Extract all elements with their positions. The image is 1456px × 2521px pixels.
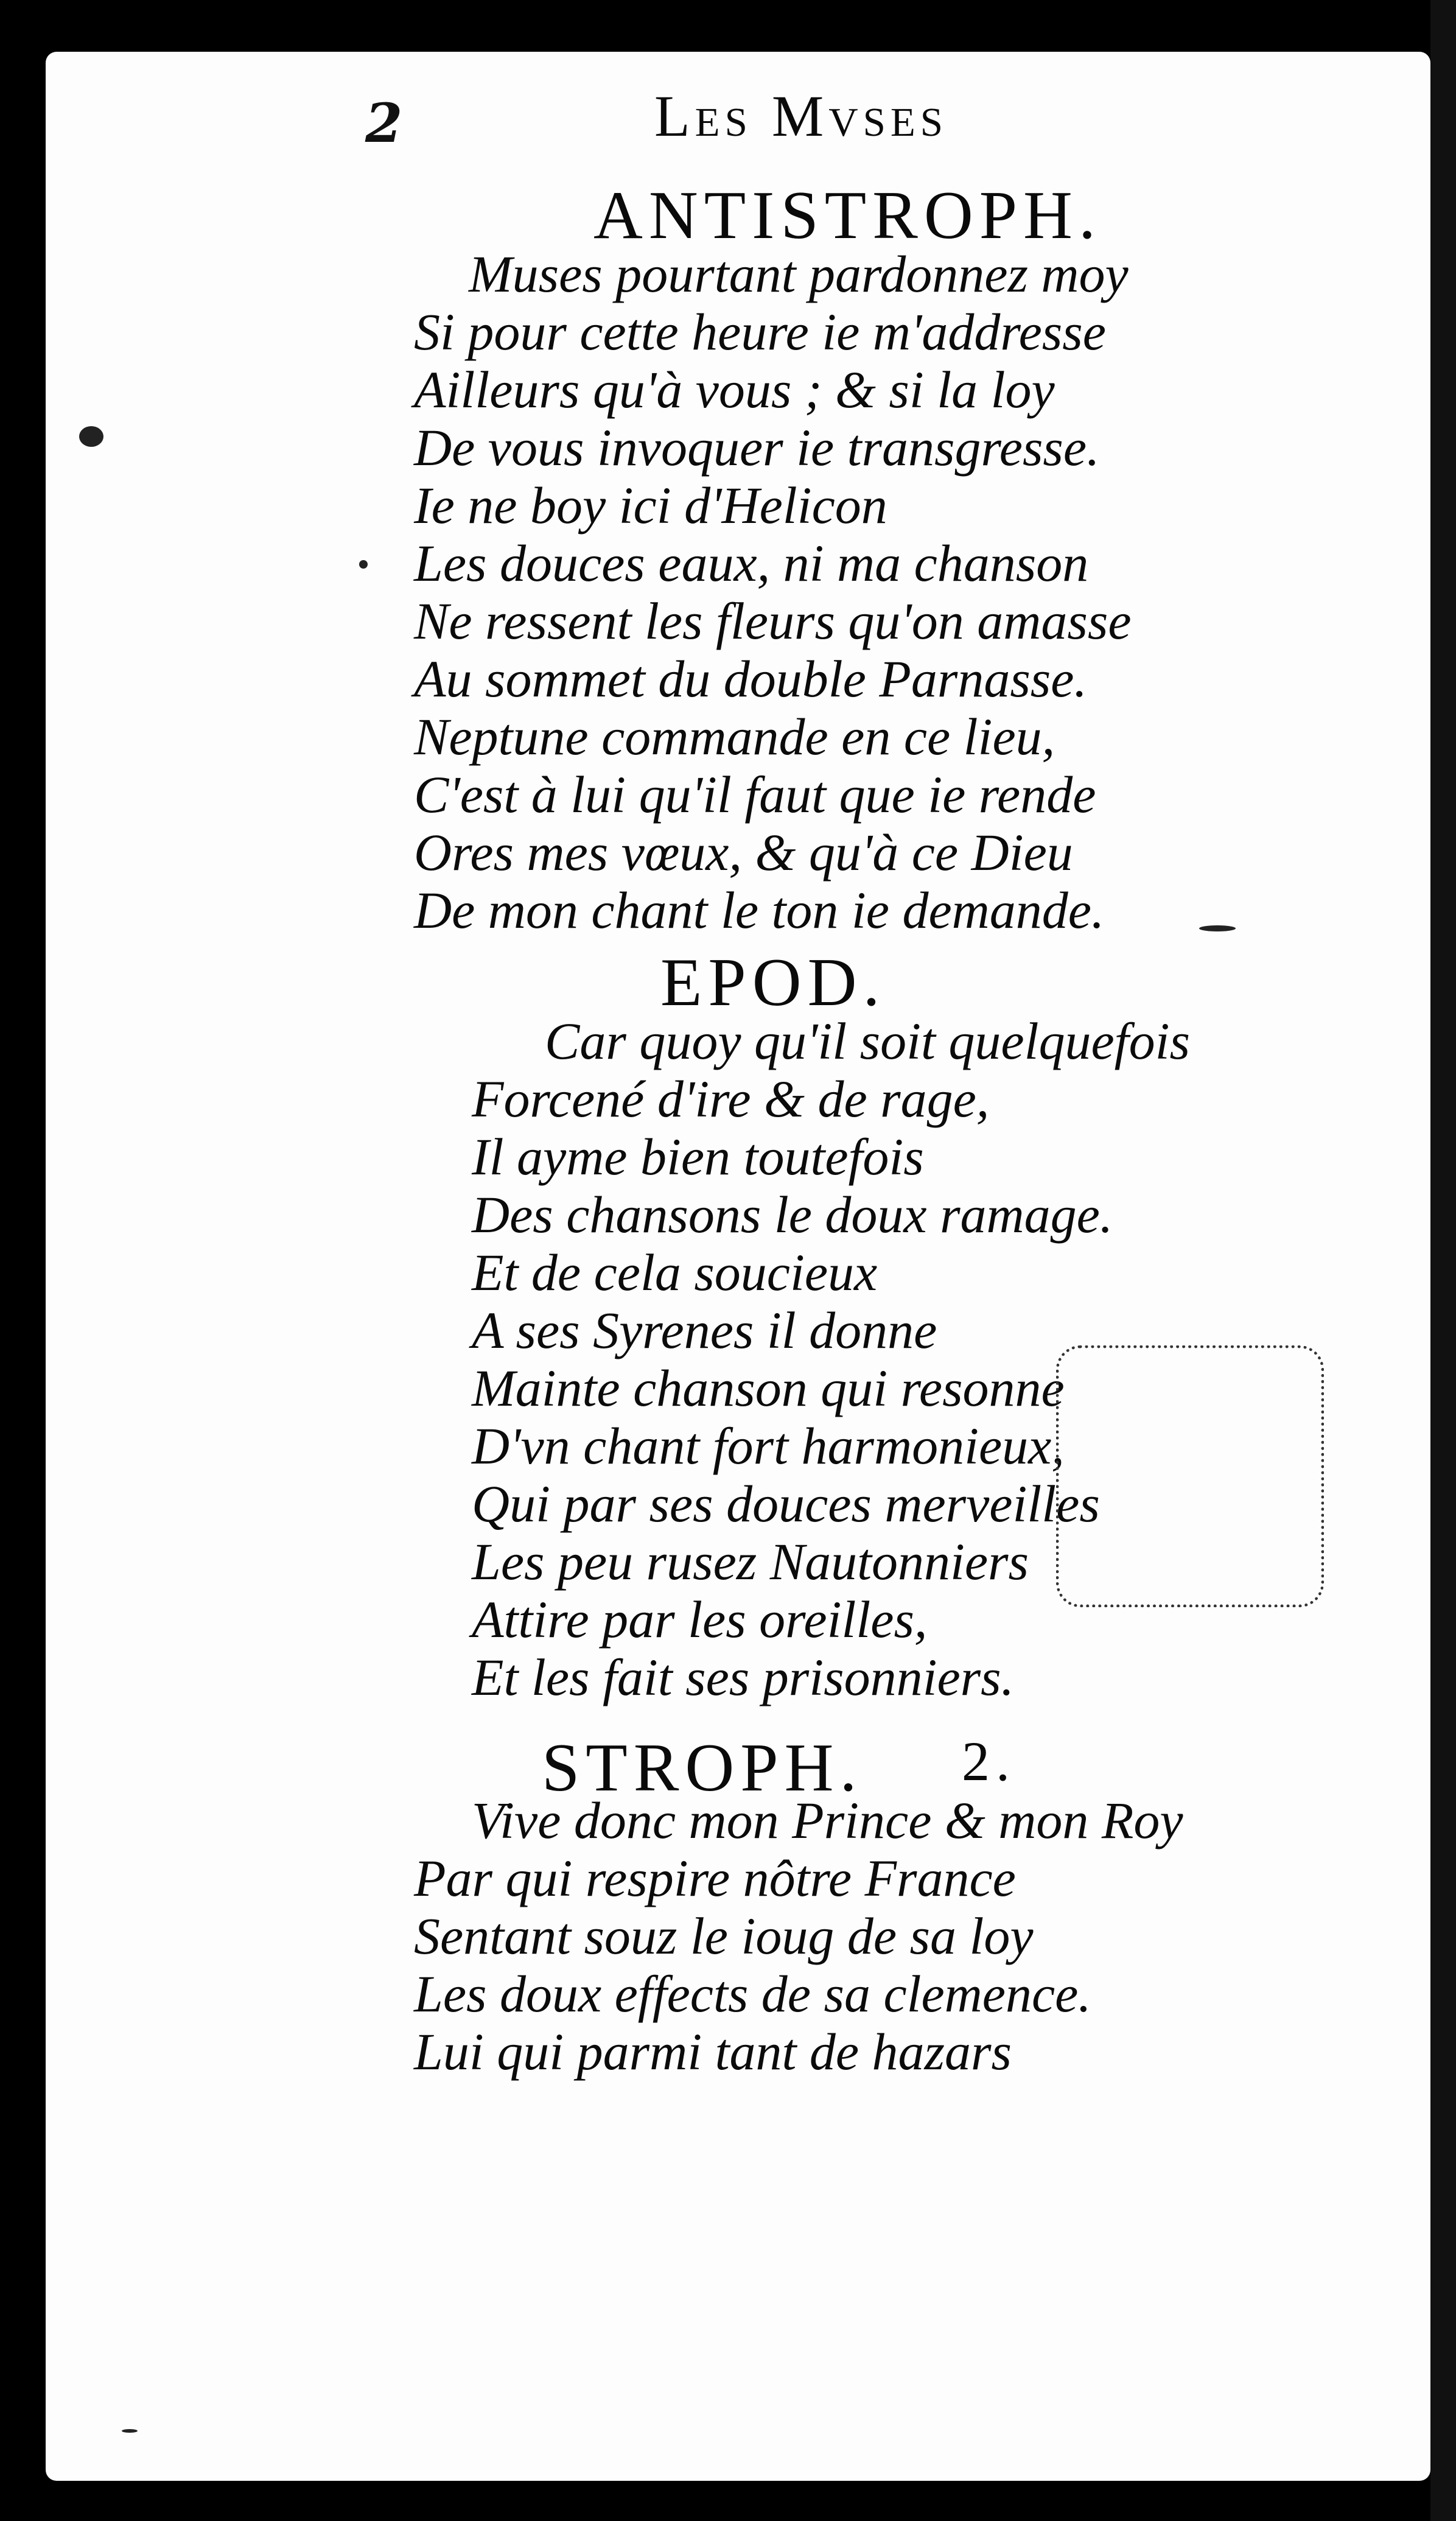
verse-line: Neptune commande en ce lieu, (414, 707, 1055, 766)
page-edge-shadow (1430, 0, 1456, 2521)
verse-line: Et de cela soucieux (472, 1243, 878, 1302)
verse-line: Qui par ses douces merveilles (472, 1474, 1100, 1533)
verse-line: Les douces eaux, ni ma chanson (414, 534, 1089, 592)
ink-mark-bottom (122, 2429, 138, 2433)
verse-line: Forcené d'ire & de rage, (472, 1070, 990, 1128)
verse-line: Vive donc mon Prince & mon Roy (472, 1791, 1183, 1850)
verse-line: De mon chant le ton ie demande. (414, 881, 1105, 939)
verse-line: De vous invoquer ie transgresse. (414, 418, 1100, 477)
section-heading-stroph: STROPH. (542, 1730, 863, 1806)
verse-line: Ores mes vœux, & qu'à ce Dieu (414, 823, 1073, 882)
ink-dot (359, 560, 368, 569)
verse-line: Les doux effects de sa clemence. (414, 1965, 1091, 2023)
verse-line: Lui qui parmi tant de hazars (414, 2022, 1012, 2081)
verse-line: C'est à lui qu'il faut que ie rende (414, 765, 1096, 824)
verse-line: Car quoy qu'il soit quelquefois (545, 1012, 1190, 1070)
verse-line: A ses Syrenes il donne (472, 1301, 937, 1359)
verse-line: Les peu rusez Nautonniers (472, 1532, 1029, 1591)
ink-mark (1199, 925, 1236, 931)
verse-line: Au sommet du double Parnasse. (414, 650, 1087, 708)
running-title: Les Mvses (654, 83, 948, 149)
verse-line: Si pour cette heure ie m'addresse (414, 303, 1106, 361)
verse-line: Il ayme bien toutefois (472, 1127, 924, 1186)
section-heading-epod: EPOD. (660, 945, 886, 1020)
verse-line: Muses pourtant pardonnez moy (469, 245, 1129, 303)
verse-line: Mainte chanson qui resonne (472, 1359, 1065, 1417)
ink-blot (79, 426, 103, 447)
verse-line: Ie ne boy ici d'Helicon (414, 476, 887, 535)
page-number: 2 (365, 91, 403, 155)
verse-line: Ailleurs qu'à vous ; & si la loy (414, 360, 1055, 419)
verse-line: Des chansons le doux ramage. (472, 1185, 1113, 1244)
bleed-through-mark (1056, 1345, 1324, 1607)
stroph-number: 2. (962, 1730, 1016, 1792)
verse-line: Par qui respire nôtre France (414, 1849, 1016, 1907)
verse-line: Ne ressent les fleurs qu'on amasse (414, 592, 1132, 650)
verse-line: Sentant souz le ioug de sa loy (414, 1907, 1034, 1965)
verse-line: Et les fait ses prisonniers. (472, 1648, 1015, 1706)
verse-line: D'vn chant fort harmonieux, (472, 1417, 1065, 1475)
section-heading-antistroph: ANTISTROPH. (593, 178, 1102, 253)
verse-line: Attire par les oreilles, (472, 1590, 928, 1649)
